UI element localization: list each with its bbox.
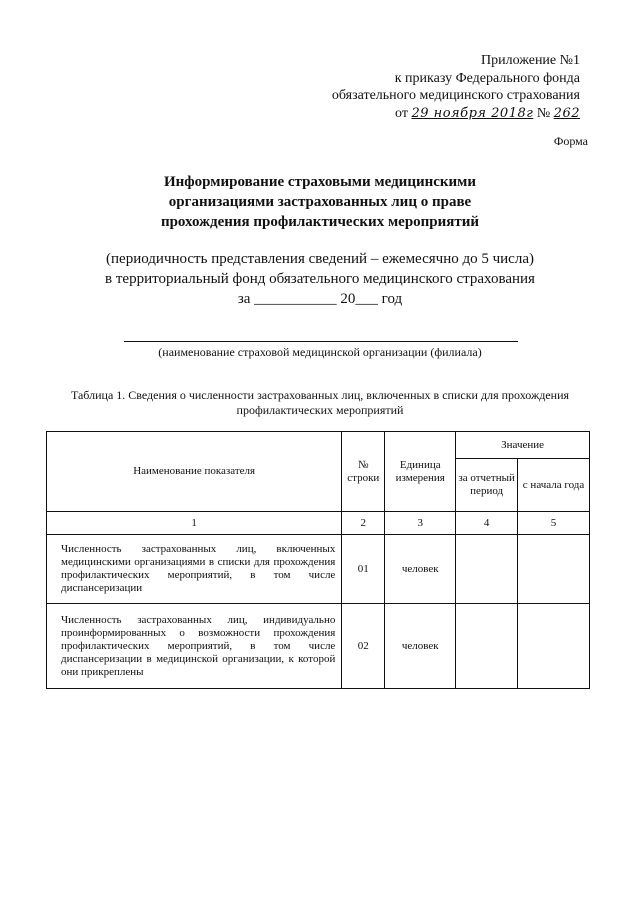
header-row-number: № строки bbox=[342, 432, 385, 512]
header-reporting-period: за отчетный период bbox=[456, 459, 518, 512]
order-date-handwritten: 29 ноября 2018г bbox=[411, 105, 534, 121]
appendix-line-1: Приложение №1 bbox=[481, 53, 580, 68]
order-date-line bbox=[300, 105, 580, 123]
column-index: 4 bbox=[456, 512, 518, 535]
table-caption-line-2: профилактических мероприятий bbox=[236, 403, 404, 417]
column-index: 1 bbox=[47, 512, 342, 535]
row-number: 01 bbox=[342, 535, 385, 604]
order-prefix: от bbox=[395, 105, 408, 121]
appendix-line-2: к приказу Федерального фонда bbox=[394, 70, 580, 86]
header-unit: Единица измерения bbox=[385, 432, 456, 512]
column-index: 3 bbox=[385, 512, 456, 535]
title-line-2: организациями застрахованных лиц о праве bbox=[168, 194, 472, 210]
reporting-period bbox=[0, 249, 640, 309]
unit-cell: человек bbox=[385, 535, 456, 604]
period-line-1: (периодичность представления сведений – ежемесячно до 5 числа) bbox=[106, 251, 534, 267]
org-name-blank-line bbox=[124, 341, 518, 342]
header-value: Значение bbox=[456, 432, 590, 459]
appendix-header bbox=[300, 52, 580, 122]
period-line-3: за ___________ 20___ год bbox=[237, 291, 403, 307]
data-table bbox=[46, 431, 590, 689]
unit-cell: человек bbox=[385, 604, 456, 689]
table-row bbox=[47, 535, 590, 604]
form-label: Форма bbox=[553, 134, 588, 148]
order-no-handwritten: 262 bbox=[553, 105, 580, 121]
table-caption-line-1: Таблица 1. Сведения о численности застрахованных лиц, включенных в списки для прохождения bbox=[70, 388, 570, 402]
table-row bbox=[47, 604, 590, 689]
since-year-start-value[interactable] bbox=[518, 535, 590, 604]
document-title bbox=[0, 172, 640, 232]
since-year-start-value[interactable] bbox=[518, 604, 590, 689]
order-no-label: № bbox=[536, 105, 551, 121]
row-number: 02 bbox=[342, 604, 385, 689]
period-line-2: в территориальный фонд обязательного медицинского страхования bbox=[105, 271, 535, 287]
table-caption bbox=[40, 388, 600, 418]
appendix-line-3: обязательного медицинского страхования bbox=[331, 88, 580, 103]
title-line-1: Информирование страховыми медицинскими bbox=[163, 174, 477, 190]
indicator-name: Численность застрахованных лиц, включенных медицинскими организациями в списки для прохождения профилактических мероприятий, в том числе диспансеризации bbox=[47, 535, 342, 604]
table-header-row-1 bbox=[47, 432, 590, 459]
header-indicator-name: Наименование показателя bbox=[47, 432, 342, 512]
indicator-name: Численность застрахованных лиц, индивидуально проинформированных о возможности прохождения профилактических мероприятий, в том числе диспансеризации в медицинской организации, к которой они прикреплены bbox=[47, 604, 342, 689]
column-index: 2 bbox=[342, 512, 385, 535]
header-since-year-start: с начала года bbox=[518, 459, 590, 512]
reporting-period-value[interactable] bbox=[456, 535, 518, 604]
org-name-label: (наименование страховой медицинской организации (филиала) bbox=[158, 345, 482, 359]
column-index-row bbox=[47, 512, 590, 535]
title-line-3: прохождения профилактических мероприятий bbox=[160, 214, 480, 230]
column-index: 5 bbox=[518, 512, 590, 535]
reporting-period-value[interactable] bbox=[456, 604, 518, 689]
